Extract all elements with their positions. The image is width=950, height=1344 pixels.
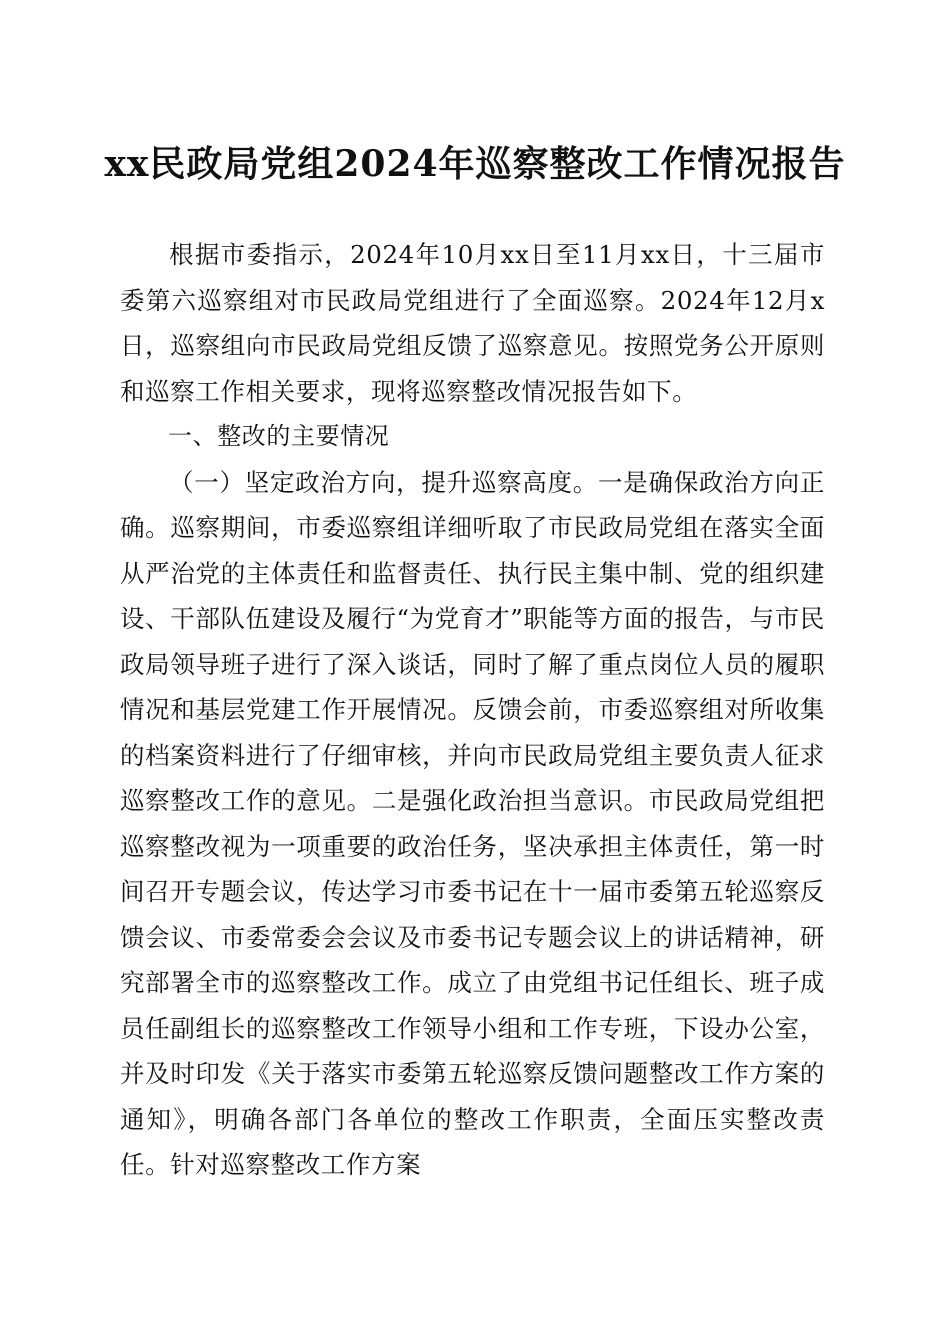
document-title: xx民政局党组2024年巡察整改工作情况报告 bbox=[104, 143, 846, 185]
subsection-paragraph: （一）坚定政治方向，提升巡察高度。一是确保政治方向正确。巡察期间，市委巡察组详细听取了市民政局党组在落实全面从严治党的主体责任和监督责任、执行民主集中制、党的组织建设、干部队伍建设及履行“为党育才”职能等方面的报告，与市民政局领导班子进行了深入谈话，同时了解了重点岗位人员的履职情况和基层党建工作开展情况。反馈会前，市委巡察组对所收集的档案资料进行了仔细审核，并向市民政局党组主要负责人征求巡察整改工作的意见。二是强化政治担当意识。市民政局党组把巡察整改视为一项重要的政治任务，坚决承担主体责任，第一时间召开专题会议，传达学习市委书记在十一届市委第五轮巡察反馈会议、市委常委会会议及市委书记专题会议上的讲话精神，研究部署全市的巡察整改工作。成立了由党组书记任组长、班子成员任副组长的巡察整改工作领导小组和工作专班，下设办公室，并及时印发《关于落实市委第五轮巡察反馈问题整改工作方案的通知》，明确各部门各单位的整改工作职责，全面压实整改责任。针对巡察整改工作方案 bbox=[120, 467, 825, 1179]
intro-paragraph: 根据市委指示，2024年10月xx日至11月xx日，十三届市委第六巡察组对市民政局党组进行了全面巡察。2024年12月x日，巡察组向市民政局党组反馈了巡察意见。按照党务公开原则和巡察工作相关要求，现将巡察整改情况报告如下。 bbox=[120, 240, 825, 406]
section-heading: 一、整改的主要情况 bbox=[168, 422, 390, 450]
document-body bbox=[120, 232, 825, 1188]
